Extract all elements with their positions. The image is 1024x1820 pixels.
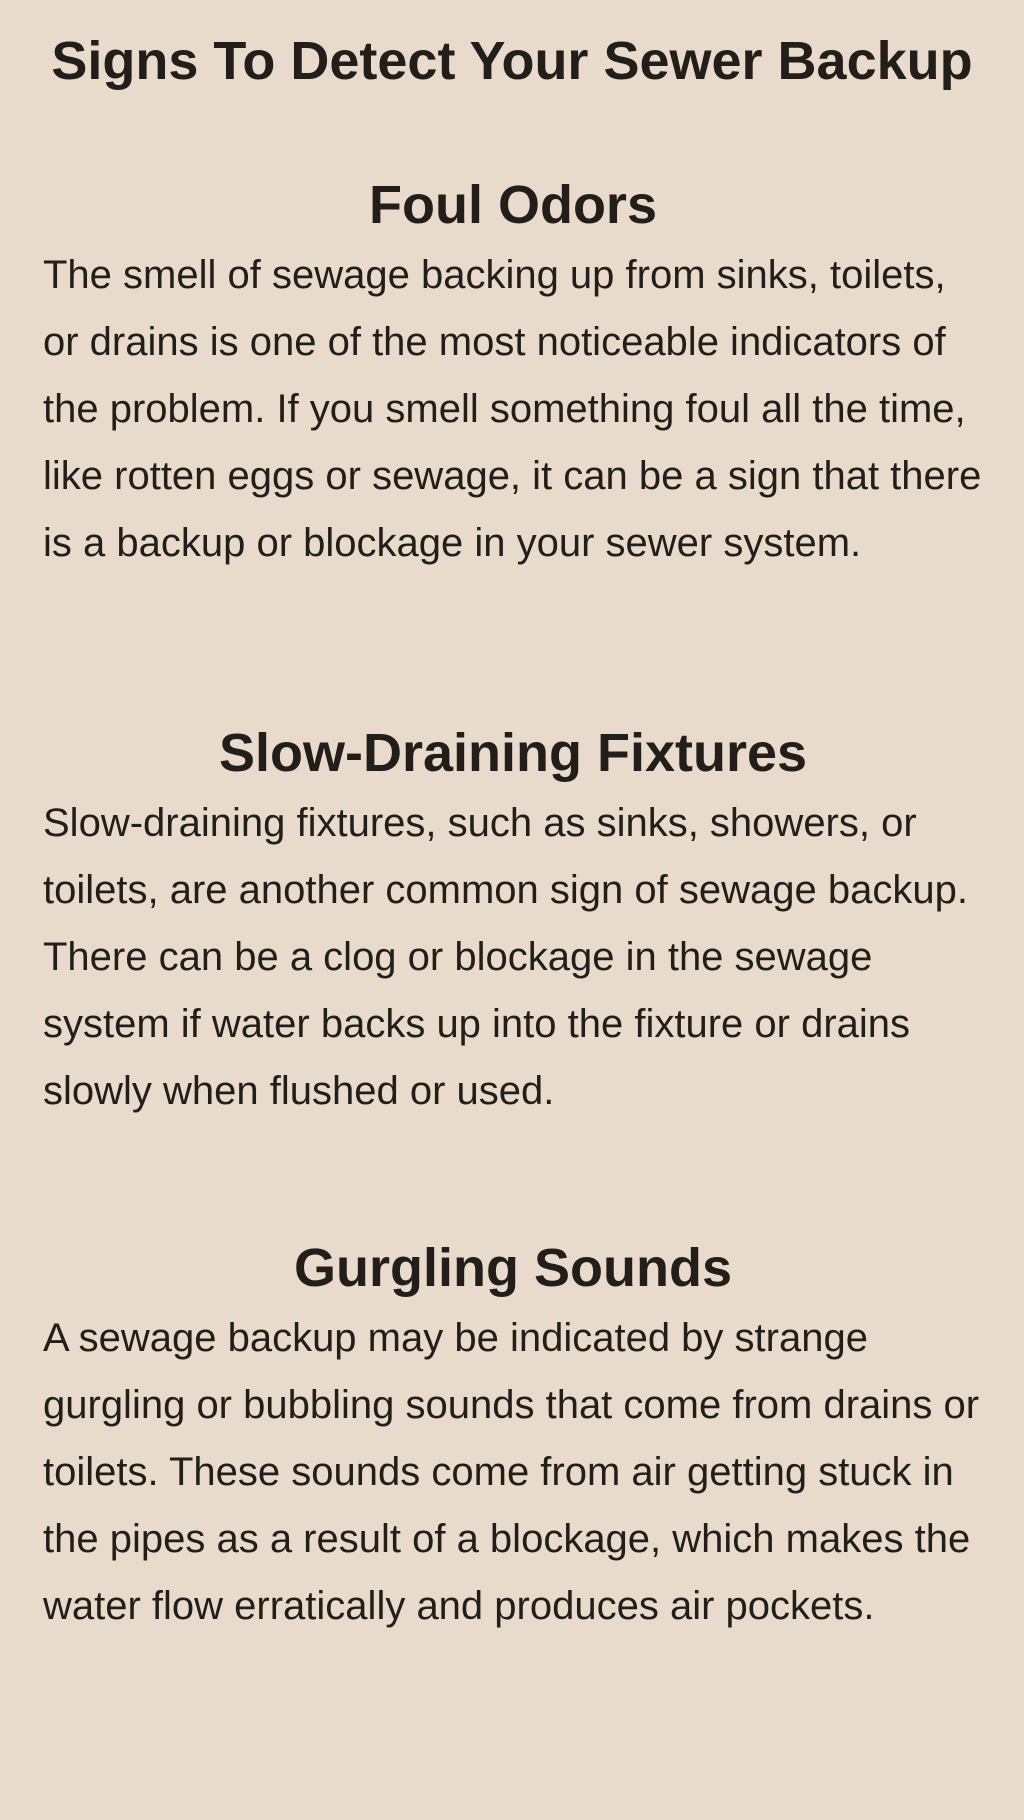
section-body: A sewage backup may be indicated by strange gurgling or bubbling sounds that come from drains or toilets. These sounds come from air getting stuck in the pipes as a result of a blockage, which makes the water flow erratically and produces air pockets.: [43, 1316, 980, 1628]
section-gurgling-sounds: [43, 1235, 983, 1640]
section-foul-odors: [43, 172, 983, 577]
section-body: The smell of sewage backing up from sinks, toilets, or drains is one of the most noticeable indicators of the problem. If you smell something foul all the time, like rotten eggs or sewage, it can be a sign that there is a backup or blockage in your sewer system.: [43, 253, 982, 565]
section-slow-draining-fixtures: [43, 720, 983, 1125]
section-body: Slow-draining fixtures, such as sinks, showers, or toilets, are another common sign of sewage backup. There can be a clog or blockage in the sewage system if water backs up into the fixture or drains slowly when flushed or used.: [43, 801, 968, 1113]
section-heading: Foul Odors: [369, 175, 657, 235]
section-heading: Slow-Draining Fixtures: [218, 723, 808, 783]
page-title: Signs To Detect Your Sewer Backup: [51, 31, 973, 91]
section-heading: Gurgling Sounds: [294, 1238, 732, 1298]
